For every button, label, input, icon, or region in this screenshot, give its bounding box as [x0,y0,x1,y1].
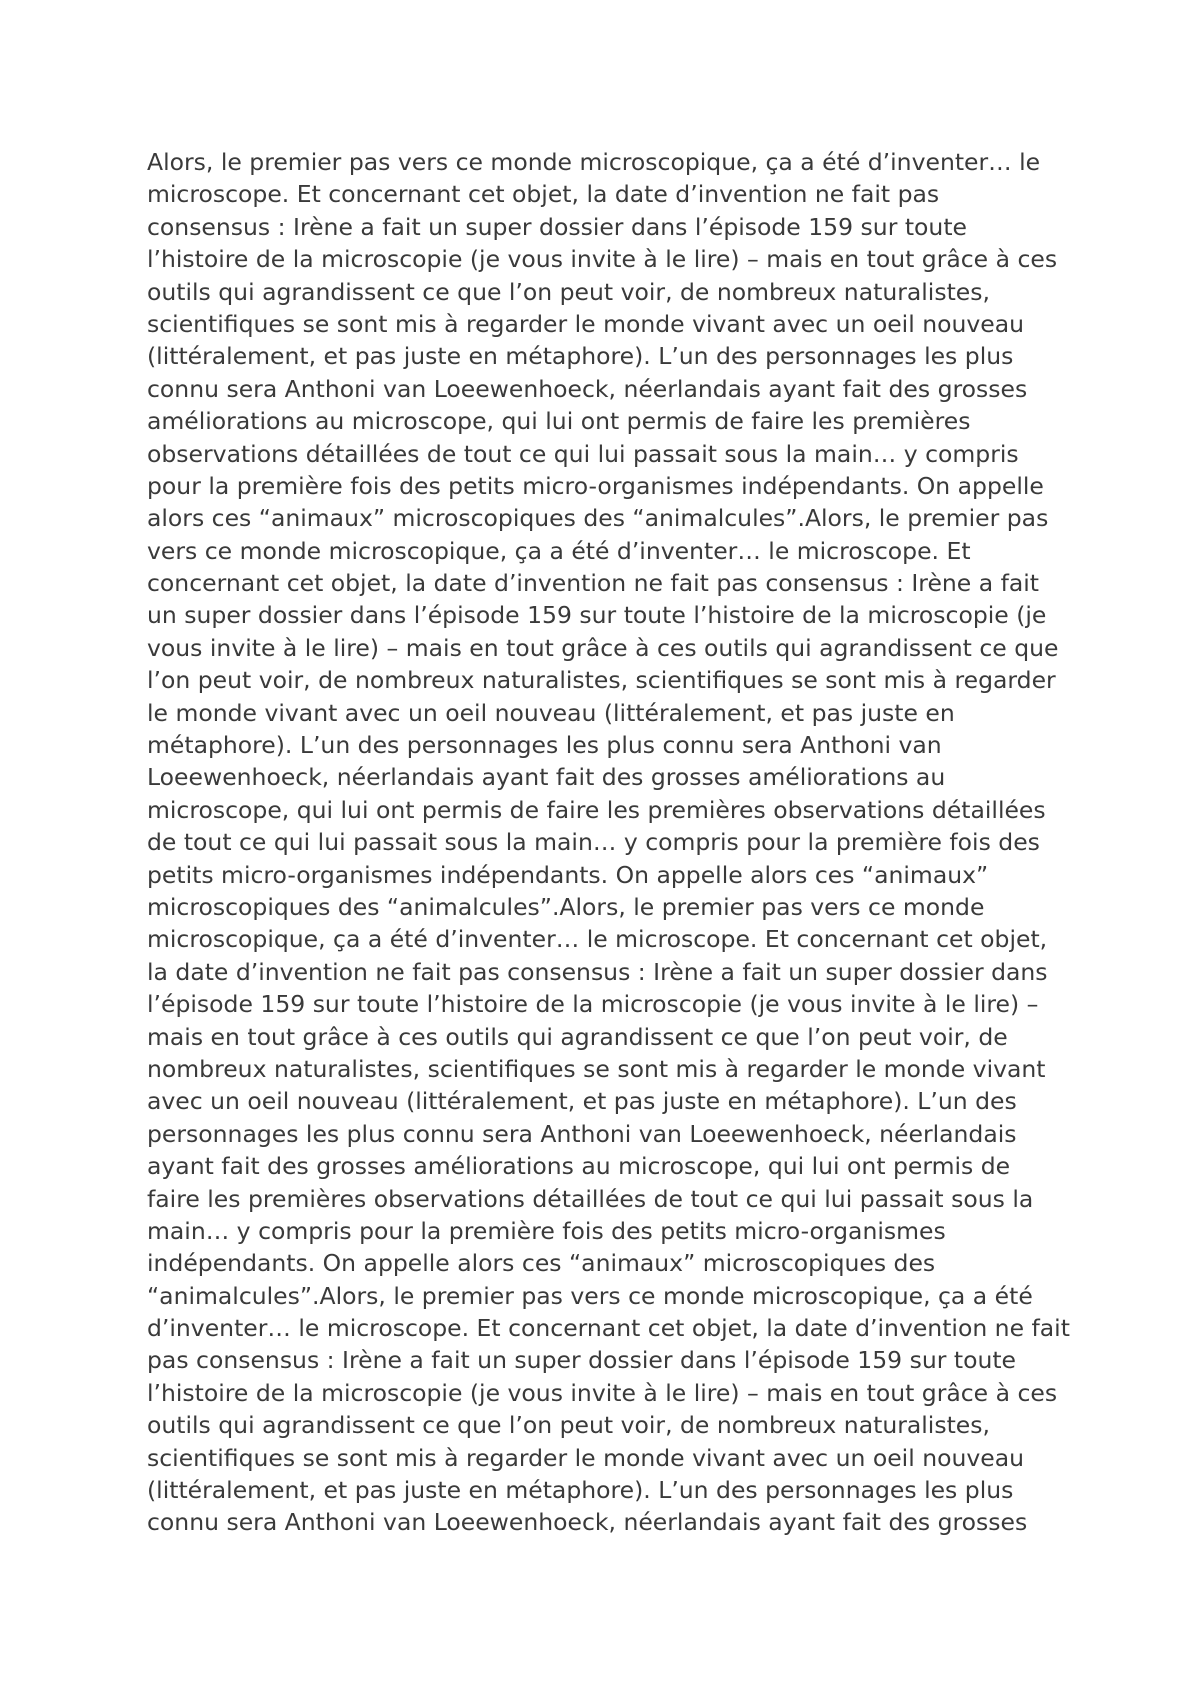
text-line: pour la première fois des petits micro-organismes indépendants. On appelle [147,471,1044,500]
text-line: indépendants. On appelle alors ces “animaux” microscopiques des [147,1249,936,1278]
text-line: scientifiques se sont mis à regarder le monde vivant avec un oeil nouveau [147,1443,1025,1472]
text-line: alors ces “animaux” microscopiques des “animalcules”.Alors, le premier pas [147,504,1049,533]
text-line: le monde vivant avec un oeil nouveau (littéralement, et pas juste en [147,698,955,727]
text-line: la date d’invention ne fait pas consensus : Irène a fait un super dossier dans [147,957,1048,986]
text-line: nombreux naturalistes, scientifiques se sont mis à regarder le monde vivant [147,1054,1046,1083]
text-line: petits micro-organismes indépendants. On appelle alors ces “animaux” [147,860,989,889]
text-line: mais en tout grâce à ces outils qui agrandissent ce que l’on peut voir, de [147,1022,1008,1051]
text-line: outils qui agrandissent ce que l’on peut voir, de nombreux naturalistes, [147,1411,990,1440]
text-line: microscopique, ça a été d’inventer… le microscope. Et concernant cet objet, [147,925,1048,954]
text-line: d’inventer… le microscope. Et concernant cet objet, la date d’invention ne fait [147,1314,1070,1343]
text-line: Alors, le premier pas vers ce monde microscopique, ça a été d’inventer… le [147,148,1041,176]
text-line: vous invite à le lire) – mais en tout grâce à ces outils qui agrandissent ce que [147,633,1059,662]
text-line: métaphore). L’un des personnages les plus connu sera Anthoni van [147,731,942,760]
text-line: microscopiques des “animalcules”.Alors, le premier pas vers ce monde [147,892,985,921]
text-line: observations détaillées de tout ce qui lui passait sous la main… y compris [147,439,1019,468]
text-line: l’épisode 159 sur toute l’histoire de la microscopie (je vous invite à le lire) – [147,990,1039,1019]
text-line: l’on peut voir, de nombreux naturalistes, scientifiques se sont mis à regarder [147,666,1056,695]
text-line: (littéralement, et pas juste en métaphore). L’un des personnages les plus [147,1476,1014,1505]
text-line: microscope, qui lui ont permis de faire les premières observations détaillées [147,795,1046,824]
text-line: Loeewenhoeck, néerlandais ayant fait des grosses améliorations au [147,763,946,792]
text-line: ayant fait des grosses améliorations au microscope, qui lui ont permis de [147,1152,1011,1181]
text-line: connu sera Anthoni van Loeewenhoeck, néerlandais ayant fait des grosses [147,1508,1028,1537]
text-line: améliorations au microscope, qui lui ont permis de faire les premières [147,407,971,436]
text-line: un super dossier dans l’épisode 159 sur toute l’histoire de la microscopie (je [147,601,1047,630]
text-line: vers ce monde microscopique, ça a été d’inventer… le microscope. Et [147,536,971,565]
text-line: connu sera Anthoni van Loeewenhoeck, néerlandais ayant fait des grosses [147,374,1028,403]
text-line: l’histoire de la microscopie (je vous invite à le lire) – mais en tout grâce à ces [147,1378,1058,1407]
text-line: concernant cet objet, la date d’invention ne fait pas consensus : Irène a fait [147,569,1040,598]
text-line: microscope. Et concernant cet objet, la date d’invention ne fait pas [147,180,940,209]
text-line: avec un oeil nouveau (littéralement, et pas juste en métaphore). L’un des [147,1087,1017,1116]
text-line: pas consensus : Irène a fait un super dossier dans l’épisode 159 sur toute [147,1346,1017,1375]
text-line: personnages les plus connu sera Anthoni van Loeewenhoeck, néerlandais [147,1119,1017,1148]
text-line: l’histoire de la microscopie (je vous invite à le lire) – mais en tout grâce à ces [147,245,1058,274]
text-line: main… y compris pour la première fois des petits micro-organismes [147,1216,946,1245]
text-line: faire les premières observations détaillées de tout ce qui lui passait sous la [147,1184,1034,1213]
text-line: outils qui agrandissent ce que l’on peut voir, de nombreux naturalistes, [147,277,990,306]
text-line: de tout ce qui lui passait sous la main… y compris pour la première fois des [147,828,1040,857]
text-line: “animalcules”.Alors, le premier pas vers ce monde microscopique, ça a été [147,1281,1033,1310]
text-line: consensus : Irène a fait un super dossier dans l’épisode 159 sur toute [147,212,967,241]
text-line: scientifiques se sont mis à regarder le monde vivant avec un oeil nouveau [147,309,1025,338]
body-text [147,146,1070,1539]
text-line: (littéralement, et pas juste en métaphore). L’un des personnages les plus [147,342,1014,371]
